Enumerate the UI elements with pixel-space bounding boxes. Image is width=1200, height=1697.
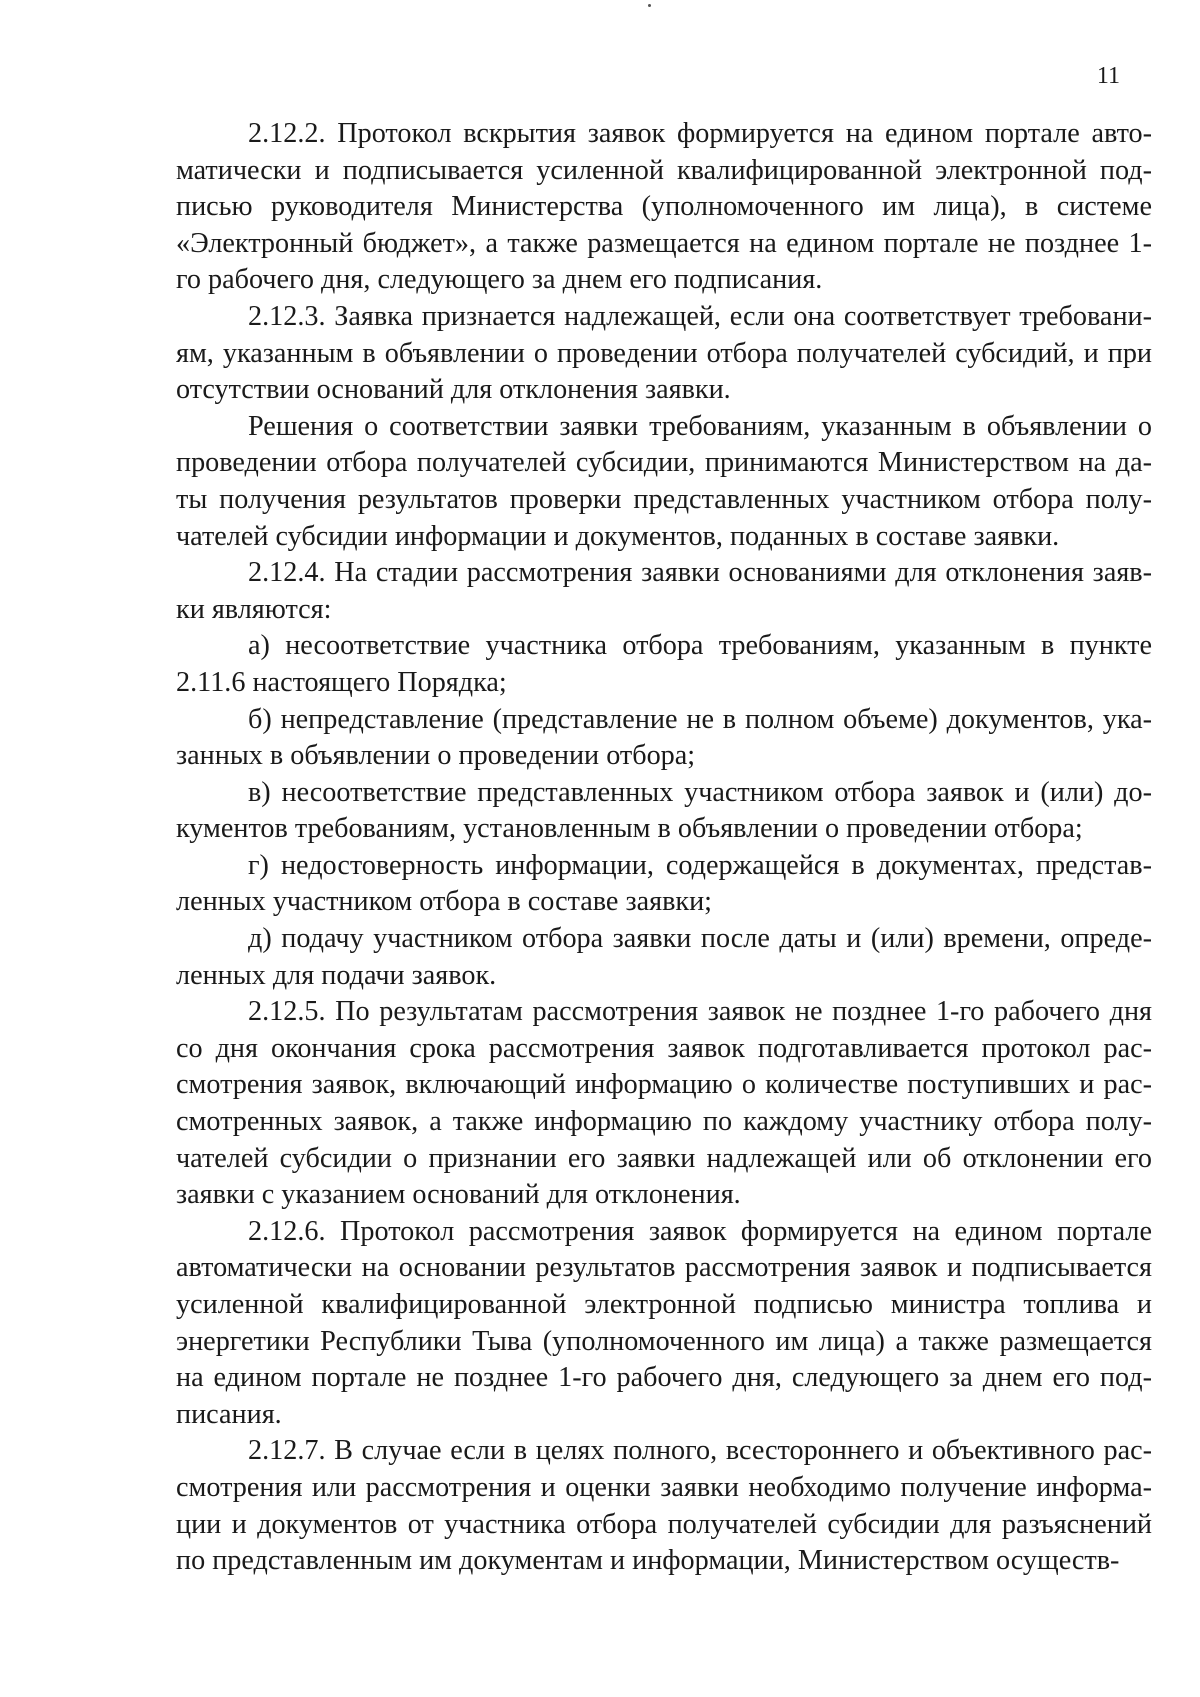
document-body xyxy=(176,116,1152,1580)
list-item-v: в) несоответствие представленных участником отбора заявок и (или) документов требованиям, установленным в объявлении о проведении отбора; xyxy=(176,776,1152,845)
scan-speck xyxy=(648,4,651,7)
paragraph-2-12-3: 2.12.3. Заявка признается надлежащей, если она соответствует требованиям, указанным в объявлении о проведении отбора получателей субсидий, и при отсутствии оснований для отклонения заявки. xyxy=(176,300,1152,406)
paragraph-2-12-7: 2.12.7. В случае если в целях полного, всестороннего и объективного рассмотрения или рассмотрения и оценки заявки необходимо получение информации и документов от участника отбора получателей субсидии для разъяснений по представленным им документам и информации, Министерством осуществ- xyxy=(176,1435,1152,1577)
paragraph-2-12-5: 2.12.5. По результатам рассмотрения заявок не позднее 1-го рабочего дня со дня окончания срока рассмотрения заявок подготавливается протокол рассмотрения заявок, включающий информацию о количестве поступивших и рассмотренных заявок, а также информацию по каждому участнику отбора получателей субсидии о признании его заявки надлежащей или об отклонении его заявки с указанием оснований для отклонения. xyxy=(176,996,1152,1211)
list-item-d: д) подачу участником отбора заявки после даты и (или) времени, определенных для подачи заявок. xyxy=(176,923,1152,991)
paragraph-2-12-6: 2.12.6. Протокол рассмотрения заявок формируется на едином портале автоматически на основании результатов рассмотрения заявок и подписывается усиленной квалифицированной электронной подписью министра топлива и энергетики Республики Тыва (уполномоченного им лица) а также размещается на едином портале не позднее 1-го рабочего дня, следующего за днем его подписания. xyxy=(176,1215,1152,1430)
paragraph-2-12-2: 2.12.2. Протокол вскрытия заявок формируется на едином портале автоматически и подписывается усиленной квалифицированной электронной подписью руководителя Министерства (уполномоченного им лица), в системе «Электронный бюджет», а также размещается на едином портале не позднее 1-го рабочего дня, следующего за днем его подписания. xyxy=(176,118,1152,296)
paragraph-decisions: Решения о соответствии заявки требованиям, указанным в объявлении о проведении отбора получателей субсидии, принимаются Министерством на даты получения результатов проверки представленных участником отбора получателей субсидии информации и документов, поданных в составе заявки. xyxy=(176,410,1152,552)
page-number: 11 xyxy=(1096,63,1120,89)
list-item-a: а) несоответствие участника отбора требованиям, указанным в пункте 2.11.6 настоящего Порядка; xyxy=(176,630,1152,698)
list-item-b: б) непредставление (представление не в полном объеме) документов, указанных в объявлении о проведении отбора; xyxy=(176,703,1152,772)
paragraph-2-12-4: 2.12.4. На стадии рассмотрения заявки основаниями для отклонения заявки являются: xyxy=(176,557,1152,625)
list-item-g: г) недостоверность информации, содержащейся в документах, представленных участником отбора в составе заявки; xyxy=(176,849,1152,918)
